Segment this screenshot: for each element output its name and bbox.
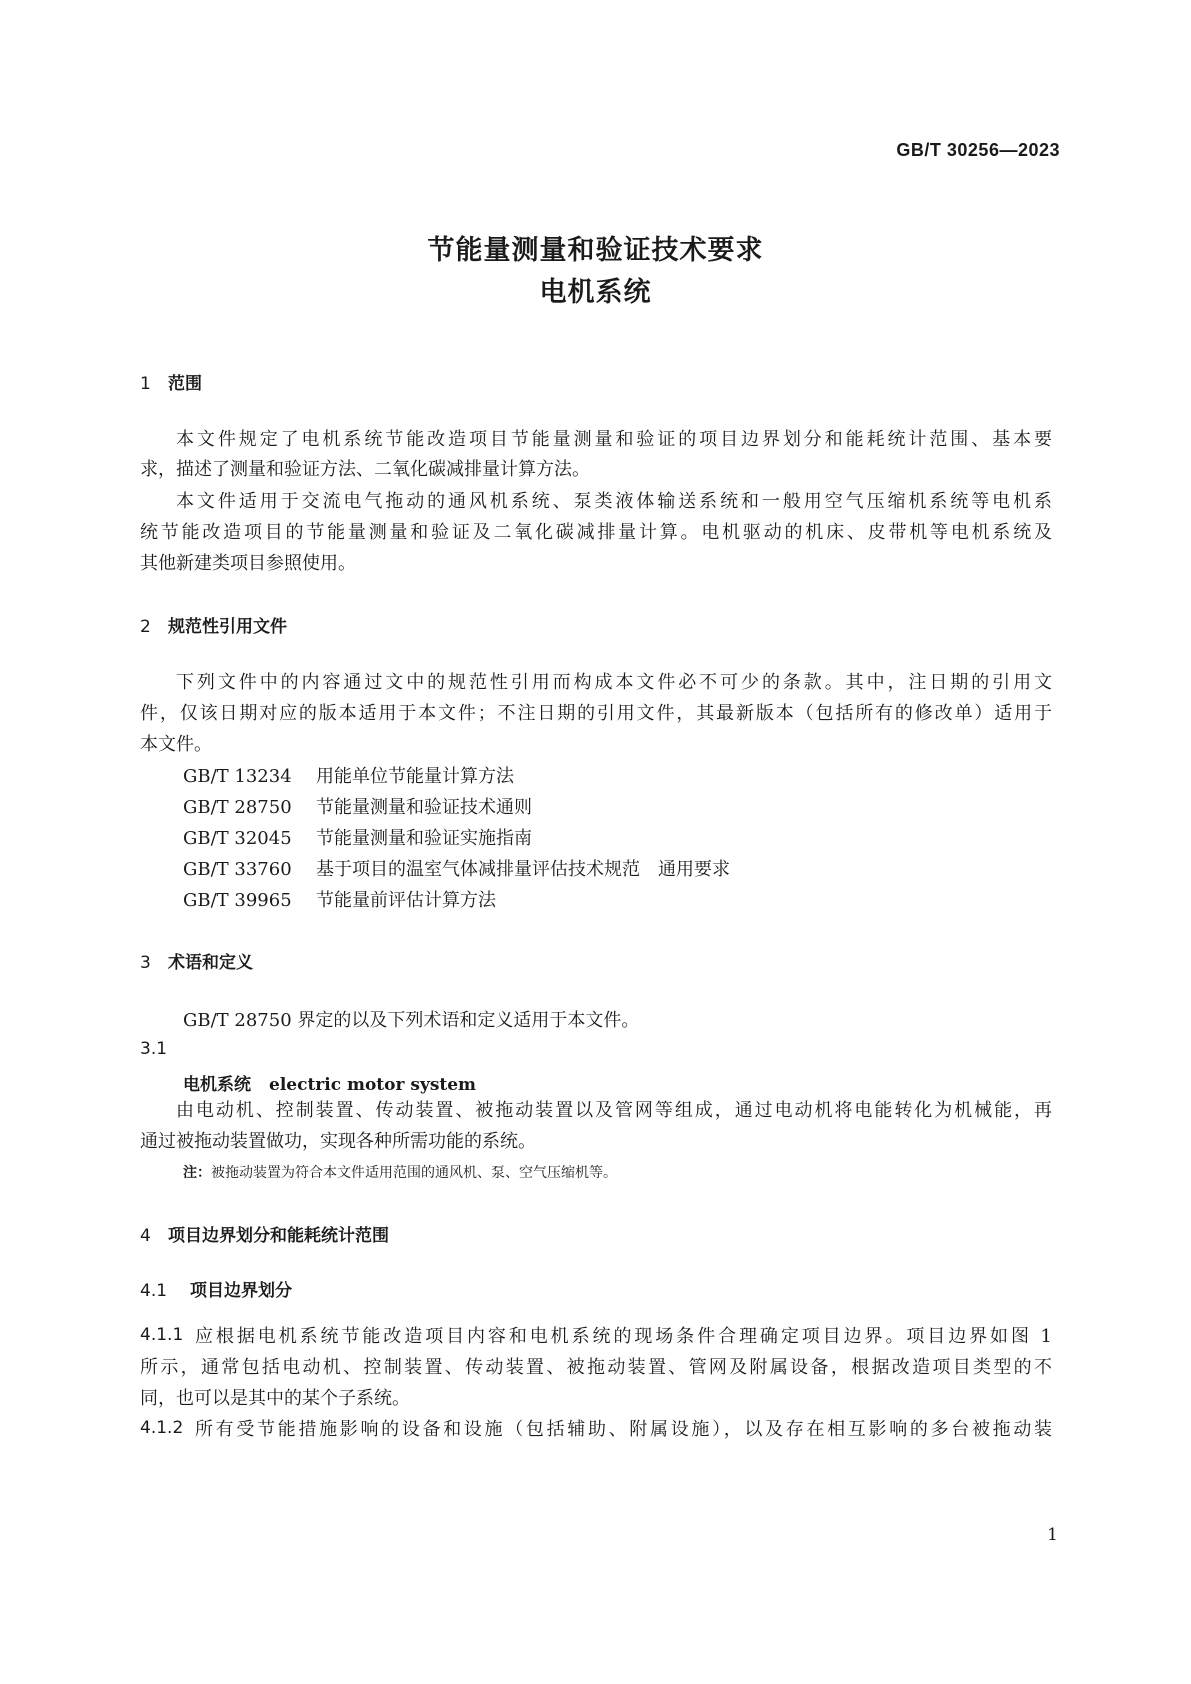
clause-number: 4.1.2 — [140, 1418, 184, 1438]
reference-title: 基于项目的温室气体减排量评估技术规范 通用要求 — [316, 859, 730, 880]
note-text: 被拖动装置为符合本文件适用范围的通风机、泵、空气压缩机等。 — [211, 1165, 617, 1181]
term-number: 3.1 — [140, 1039, 168, 1059]
note-label: 注： — [183, 1165, 211, 1181]
paragraph-line: 统节能改造项目的节能量测量和验证及二氧化碳减排量计算。电机驱动的机床、皮带机等电机系统及 — [140, 522, 1052, 543]
clause-4-1-1-first-line — [140, 1322, 1052, 1352]
term-chinese: 电机系统 — [183, 1075, 251, 1095]
subsection-number: 4.1 — [140, 1281, 168, 1301]
page-subtitle: 电机系统 — [539, 277, 652, 308]
clause-number: 4.1.1 — [140, 1325, 184, 1345]
page-number: 1 — [1047, 1525, 1058, 1545]
paragraph-line: GB/T 28750 界定的以及下列术语和定义适用于本文件。 — [183, 1010, 640, 1031]
section-3-heading — [140, 948, 253, 973]
paragraph-line: 其他新建类项目参照使用。 — [140, 553, 356, 574]
section-number: 1 — [140, 374, 151, 394]
section-number: 4 — [140, 1226, 151, 1246]
paragraph-line: 所示，通常包括电动机、控制装置、传动装置、被拖动装置、管网及附属设备，根据改造项目类型的不 — [140, 1357, 1052, 1378]
reference-code: GB/T 32045 — [183, 828, 292, 849]
paragraph-line: 本文件。 — [140, 734, 212, 755]
section-4-heading — [140, 1221, 389, 1246]
page-title: 节能量测量和验证技术要求 — [427, 235, 764, 266]
reference-code: GB/T 39965 — [183, 890, 292, 911]
definition-line: 由电动机、控制装置、传动装置、被拖动装置以及管网等组成，通过电动机将电能转化为机械能，再 — [176, 1100, 1052, 1121]
section-number: 2 — [140, 617, 151, 637]
reference-code: GB/T 33760 — [183, 859, 292, 880]
paragraph-line: 应根据电机系统节能改造项目内容和电机系统的现场条件合理确定项目边界。项目边界如图 1 — [195, 1326, 1052, 1347]
paragraph-line: 件，仅该日期对应的版本适用于本文件；不注日期的引用文件，其最新版本（包括所有的修改单）适用于 — [140, 703, 1052, 724]
reference-item — [183, 824, 532, 850]
definition-line: 通过被拖动装置做功，实现各种所需功能的系统。 — [140, 1131, 536, 1152]
clause-4-1-2-first-line — [140, 1415, 1052, 1445]
paragraph-line: 下列文件中的内容通过文中的规范性引用而构成本文件必不可少的条款。其中，注日期的引用文 — [176, 672, 1052, 693]
section-2-heading — [140, 612, 287, 637]
reference-code: GB/T 28750 — [183, 797, 292, 818]
paragraph-line: 所有受节能措施影响的设备和设施（包括辅助、附属设施），以及存在相互影响的多台被拖动装 — [195, 1419, 1052, 1440]
reference-item — [183, 855, 730, 881]
note — [183, 1162, 617, 1182]
reference-item — [183, 762, 514, 788]
section-title: 项目边界划分和能耗统计范围 — [168, 1226, 389, 1246]
standard-number: GB/T 30256—2023 — [896, 140, 1060, 160]
subsection-title: 项目边界划分 — [190, 1281, 292, 1301]
reference-title: 节能量测量和验证实施指南 — [316, 828, 532, 849]
section-title: 规范性引用文件 — [168, 617, 287, 637]
section-number: 3 — [140, 953, 151, 973]
paragraph-line: 本文件适用于交流电气拖动的通风机系统、泵类液体输送系统和一般用空气压缩机系统等电机系 — [176, 491, 1052, 512]
reference-item — [183, 886, 496, 912]
term-entry — [183, 1070, 476, 1095]
subsection-4-1-heading — [140, 1276, 292, 1301]
section-1-heading — [140, 369, 202, 394]
reference-code: GB/T 13234 — [183, 766, 292, 787]
reference-title: 用能单位节能量计算方法 — [316, 766, 514, 787]
section-title: 范围 — [168, 374, 202, 394]
section-title: 术语和定义 — [168, 953, 253, 973]
paragraph-line: 同，也可以是其中的某个子系统。 — [140, 1388, 410, 1409]
reference-item — [183, 793, 532, 819]
reference-title: 节能量前评估计算方法 — [316, 890, 496, 911]
reference-title: 节能量测量和验证技术通则 — [316, 797, 532, 818]
paragraph-line: 求，描述了测量和验证方法、二氧化碳减排量计算方法。 — [140, 459, 590, 480]
paragraph-line: 本文件规定了电机系统节能改造项目节能量测量和验证的项目边界划分和能耗统计范围、基本要 — [176, 429, 1052, 450]
term-english: electric motor system — [269, 1075, 477, 1095]
